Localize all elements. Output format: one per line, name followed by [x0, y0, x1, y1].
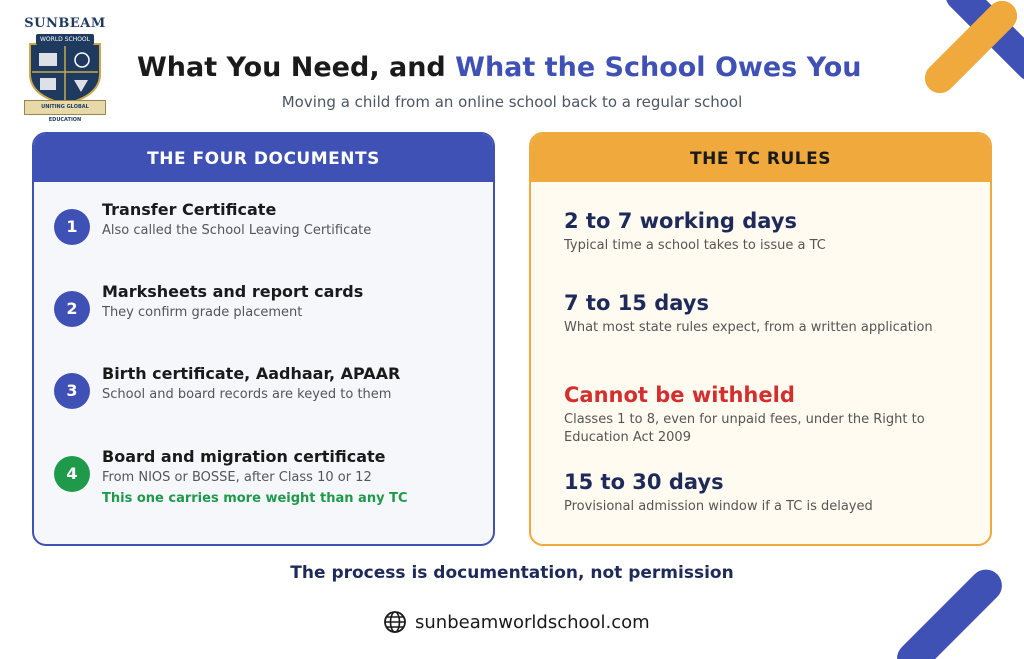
tagline: The process is documentation, not permission [290, 563, 734, 583]
rule-description: Typical time a school takes to issue a TC [564, 238, 826, 253]
number-badge: 4 [54, 456, 90, 492]
page-title [137, 52, 897, 83]
rule-description: What most state rules expect, from a written application [564, 320, 933, 335]
number-badge: 3 [54, 373, 90, 409]
rule-headline-warning: Cannot be withheld [564, 383, 795, 407]
logo-name: SUNBEAM [24, 16, 106, 31]
document-title: Birth certificate, Aadhaar, APAAR [102, 364, 401, 383]
page-subtitle: Moving a child from an online school back to a regular school [281, 93, 743, 111]
rule-item [564, 470, 964, 516]
documents-card-heading: THE FOUR DOCUMENTS [34, 134, 493, 182]
rule-headline: 15 to 30 days [564, 470, 724, 494]
rule-headline: 2 to 7 working days [564, 209, 798, 233]
rule-item [564, 209, 964, 255]
tc-rules-card [529, 132, 992, 546]
document-note: This one carries more weight than any TC [102, 491, 408, 506]
rule-item [564, 383, 964, 447]
tc-rules-card-heading: THE TC RULES [531, 134, 990, 182]
title-part-2: What the School Owes You [455, 52, 862, 83]
document-description: They confirm grade placement [102, 305, 303, 320]
rule-headline: 7 to 15 days [564, 291, 709, 315]
number-badge: 2 [54, 291, 90, 327]
website-url[interactable]: sunbeamworldschool.com [415, 611, 650, 633]
rule-description: Classes 1 to 8, even for unpaid fees, under the Right to Education Act 2009 [564, 412, 925, 445]
website-link[interactable] [383, 609, 650, 635]
logo-motto: UNITING GLOBAL EDUCATION [24, 100, 106, 115]
school-logo [22, 12, 108, 123]
document-description: Also called the School Leaving Certificate [102, 223, 372, 238]
document-description: School and board records are keyed to them [102, 387, 392, 402]
document-title: Marksheets and report cards [102, 282, 364, 301]
title-part-1: What You Need, and [137, 52, 456, 83]
documents-card [32, 132, 495, 546]
logo-subtitle: WORLD SCHOOL [36, 34, 94, 45]
document-title: Board and migration certificate [102, 447, 386, 466]
globe-icon [383, 610, 407, 634]
document-description: From NIOS or BOSSE, after Class 10 or 12 [102, 470, 372, 485]
rule-item [564, 291, 964, 337]
number-badge: 1 [54, 209, 90, 245]
document-title: Transfer Certificate [102, 200, 277, 219]
rule-description: Provisional admission window if a TC is delayed [564, 499, 873, 514]
